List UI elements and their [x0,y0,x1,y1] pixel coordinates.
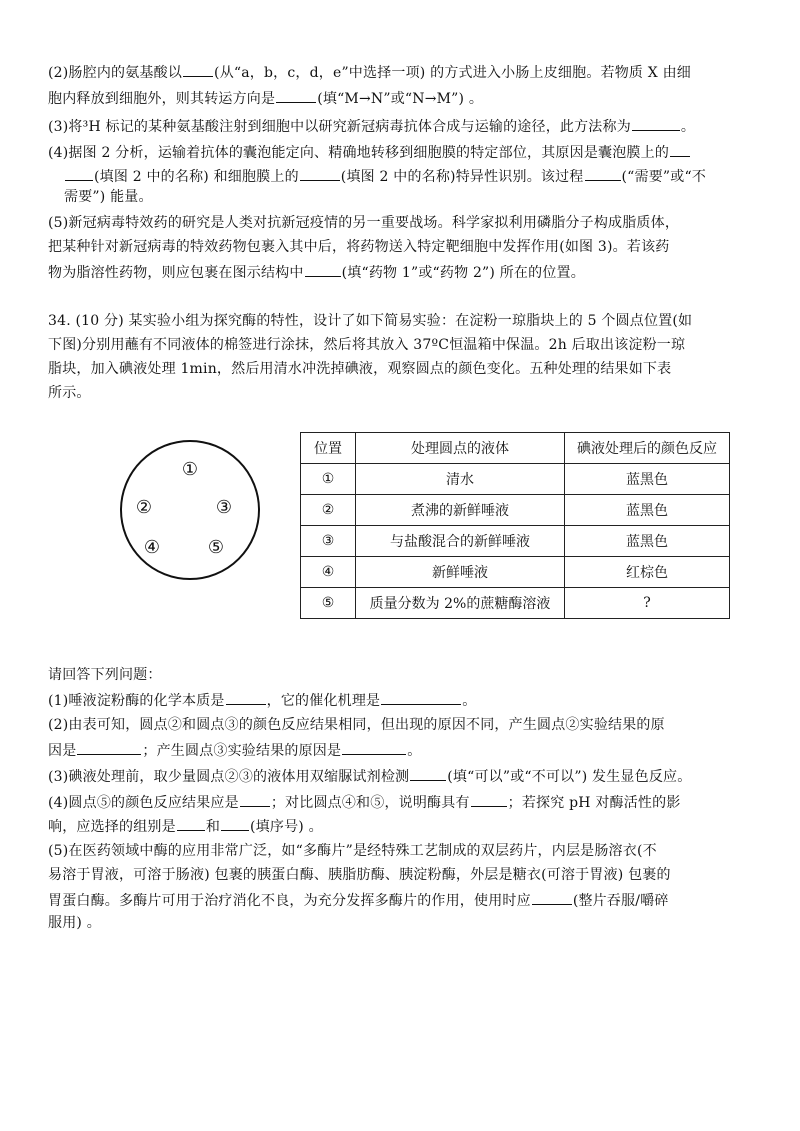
text: 易溶于胃液，可溶于肠液) 包裹的胰蛋白酶、胰脂肪酶、胰淀粉酶，外层是糖衣(可溶于胃液) 包裹的 [48,867,671,883]
text: (填图 2 中的名称)特异性识别。该过程 [340,169,584,185]
q34-intro-line3 [48,358,768,380]
text: (整片吞服/嚼碎 [572,893,669,909]
q33-part3-line1 [48,114,768,138]
q33-part2-line2 [48,86,768,110]
text: (1)唾液淀粉酶的化学本质是 [48,693,225,709]
table-cell: 质量分数为 2%的蔗糖酶溶液 [356,588,565,619]
table-cell: 新鲜唾液 [356,557,565,588]
figure-point-3: ③ [215,497,233,518]
answer-blank[interactable] [585,164,621,181]
answer-blank[interactable] [221,814,249,831]
q34-part5-line1 [48,840,768,862]
answer-blank[interactable] [183,60,213,77]
text: ；产生圆点③实验结果的原因是 [142,743,342,759]
table-cell: 与盐酸混合的新鲜唾液 [356,526,565,557]
q34-part1 [48,688,768,712]
text: 。 [462,693,477,709]
q33-part5-line2 [48,236,768,258]
text: 和 [205,819,221,835]
table-cell: ④ [301,557,356,588]
q34-part5-line3 [48,888,768,912]
text: (填“药物 1”或“药物 2”) 所在的位置。 [341,265,585,281]
q33-part2-line1 [48,60,768,84]
figure-point-2: ② [135,497,153,518]
text: 胃蛋白酶。多酶片可用于治疗消化不良，为充分发挥多酶片的作用，使用时应 [48,893,531,909]
q34-part4-line1 [48,790,768,814]
figure-point-5: ⑤ [207,537,225,558]
table-row [301,464,730,495]
text: 34. (10 分) 某实验小组为探究酶的特性，设计了如下简易实验：在淀粉一琼脂块上的 5 个圆点位置(如 [48,313,693,329]
text: 下图)分别用蘸有不同液体的棉签进行涂抹，然后将其放入 37ºC恒温箱中保温。2h 后取出该淀粉一琼 [48,337,686,353]
table-header: 处理圆点的液体 [356,433,565,464]
q34-part5-line2 [48,864,768,886]
table-cell: 蓝黑色 [565,464,730,495]
text: 需要”) 能量。 [64,189,153,205]
text: ；对比圆点④和⑤，说明酶具有 [270,795,470,811]
text: (5)在医药领域中酶的应用非常广泛，如“多酶片”是经特殊工艺制成的双层药片，内层是肠溶衣(不 [48,843,657,859]
text: 。 [407,743,422,759]
text: (填序号) 。 [250,819,323,835]
answer-blank[interactable] [410,764,446,781]
table-cell: ? [565,588,730,619]
answer-blank[interactable] [226,688,266,705]
text: (4)据图 2 分析，运输着抗体的囊泡能定向、精确地转移到细胞膜的特定部位，其原因是囊泡膜上的 [48,145,670,161]
q33-part4-line1 [48,140,768,164]
answer-blank[interactable] [342,738,406,755]
text: 胞内释放到细胞外，则其转运方向是 [48,91,276,107]
table-cell: 红棕色 [565,557,730,588]
q34-part5-line4 [48,912,768,934]
text: (填“可以”或“不可以”) 发生显色反应。 [447,769,692,785]
table-cell: ② [301,495,356,526]
answer-blank[interactable] [65,164,93,181]
table-cell: 清水 [356,464,565,495]
text: (填图 2 中的名称) 和细胞膜上的 [94,169,299,185]
text: (3)碘液处理前，取少量圆点②③的液体用双缩脲试剂检测 [48,769,410,785]
q34-part4-line2 [48,814,768,838]
table-header-row [301,433,730,464]
text: (3)将³H 标记的某种氨基酸注射到细胞中以研究新冠病毒抗体合成与运输的途径，此方法称为 [48,119,631,135]
answer-blank[interactable] [77,738,141,755]
table-row [301,588,730,619]
answer-blank[interactable] [471,790,507,807]
text: (“需要”或“不 [621,169,707,185]
text: (2)由表可知，圆点②和圆点③的颜色反应结果相同，但出现的原因不同，产生圆点②实验结果的原 [48,717,665,733]
text: (从“a，b，c，d，e”中选择一项) 的方式进入小肠上皮细胞。若物质 X 由细 [214,65,691,81]
table-cell: ③ [301,526,356,557]
results-table [300,432,730,619]
table-cell: 蓝黑色 [565,495,730,526]
table-row [301,526,730,557]
text: 脂块，加入碘液处理 1min，然后用清水冲洗掉碘液，观察圆点的颜色变化。五种处理的结果如下表 [48,361,672,377]
q33-part4-line3 [64,186,784,208]
text: (填“M→N”或“N→M”) 。 [317,91,484,107]
answer-blank[interactable] [532,888,572,905]
table-cell: 煮沸的新鲜唾液 [356,495,565,526]
text: 响，应选择的组别是 [48,819,176,835]
table-cell: ⑤ [301,588,356,619]
text: 物为脂溶性药物，则应包裹在图示结构中 [48,265,304,281]
text: 把某种针对新冠病毒的特效药物包裹入其中后，将药物送入特定靶细胞中发挥作用(如图 3)。若该药 [48,239,670,255]
q33-part5-line1 [48,212,768,234]
text: 所示。 [48,385,91,401]
text: 服用) 。 [48,915,101,931]
table-header: 位置 [301,433,356,464]
answer-blank[interactable] [300,164,340,181]
text: 。 [680,119,696,135]
table-cell: 蓝黑色 [565,526,730,557]
answer-blank[interactable] [670,140,690,157]
answer-blank[interactable] [632,114,680,131]
table-row [301,557,730,588]
q34-prompt [48,664,768,686]
text: ，它的催化机理是 [266,693,381,709]
q34-part2-line2 [48,738,768,762]
q34-part3 [48,764,768,788]
text: (4)圆点⑤的颜色反应结果应是 [48,795,239,811]
q33-part5-line3 [48,260,768,284]
q34-intro-line2 [48,334,768,356]
q34-part2-line1 [48,714,768,736]
starch-agar-figure [120,440,260,580]
answer-blank[interactable] [276,86,316,103]
answer-blank[interactable] [240,790,270,807]
figure-point-1: ① [181,459,199,480]
table-cell: ① [301,464,356,495]
text: (5)新冠病毒特效药的研究是人类对抗新冠疫情的另一重要战场。科学家拟利用磷脂分子构成脂质体， [48,215,680,231]
text: (2)肠腔内的氨基酸以 [48,65,183,81]
answer-blank[interactable] [381,688,461,705]
answer-blank[interactable] [177,814,205,831]
q33-part4-line2 [64,164,784,188]
figure-point-4: ④ [143,537,161,558]
table-row [301,495,730,526]
q34-intro-line4 [48,382,768,404]
text: 因是 [48,743,77,759]
q34-intro-line1 [48,310,768,332]
table-header: 碘液处理后的颜色反应 [565,433,730,464]
answer-blank[interactable] [305,260,341,277]
text: ；若探究 pH 对酶活性的影 [507,795,681,811]
text: 请回答下列问题： [48,667,162,683]
